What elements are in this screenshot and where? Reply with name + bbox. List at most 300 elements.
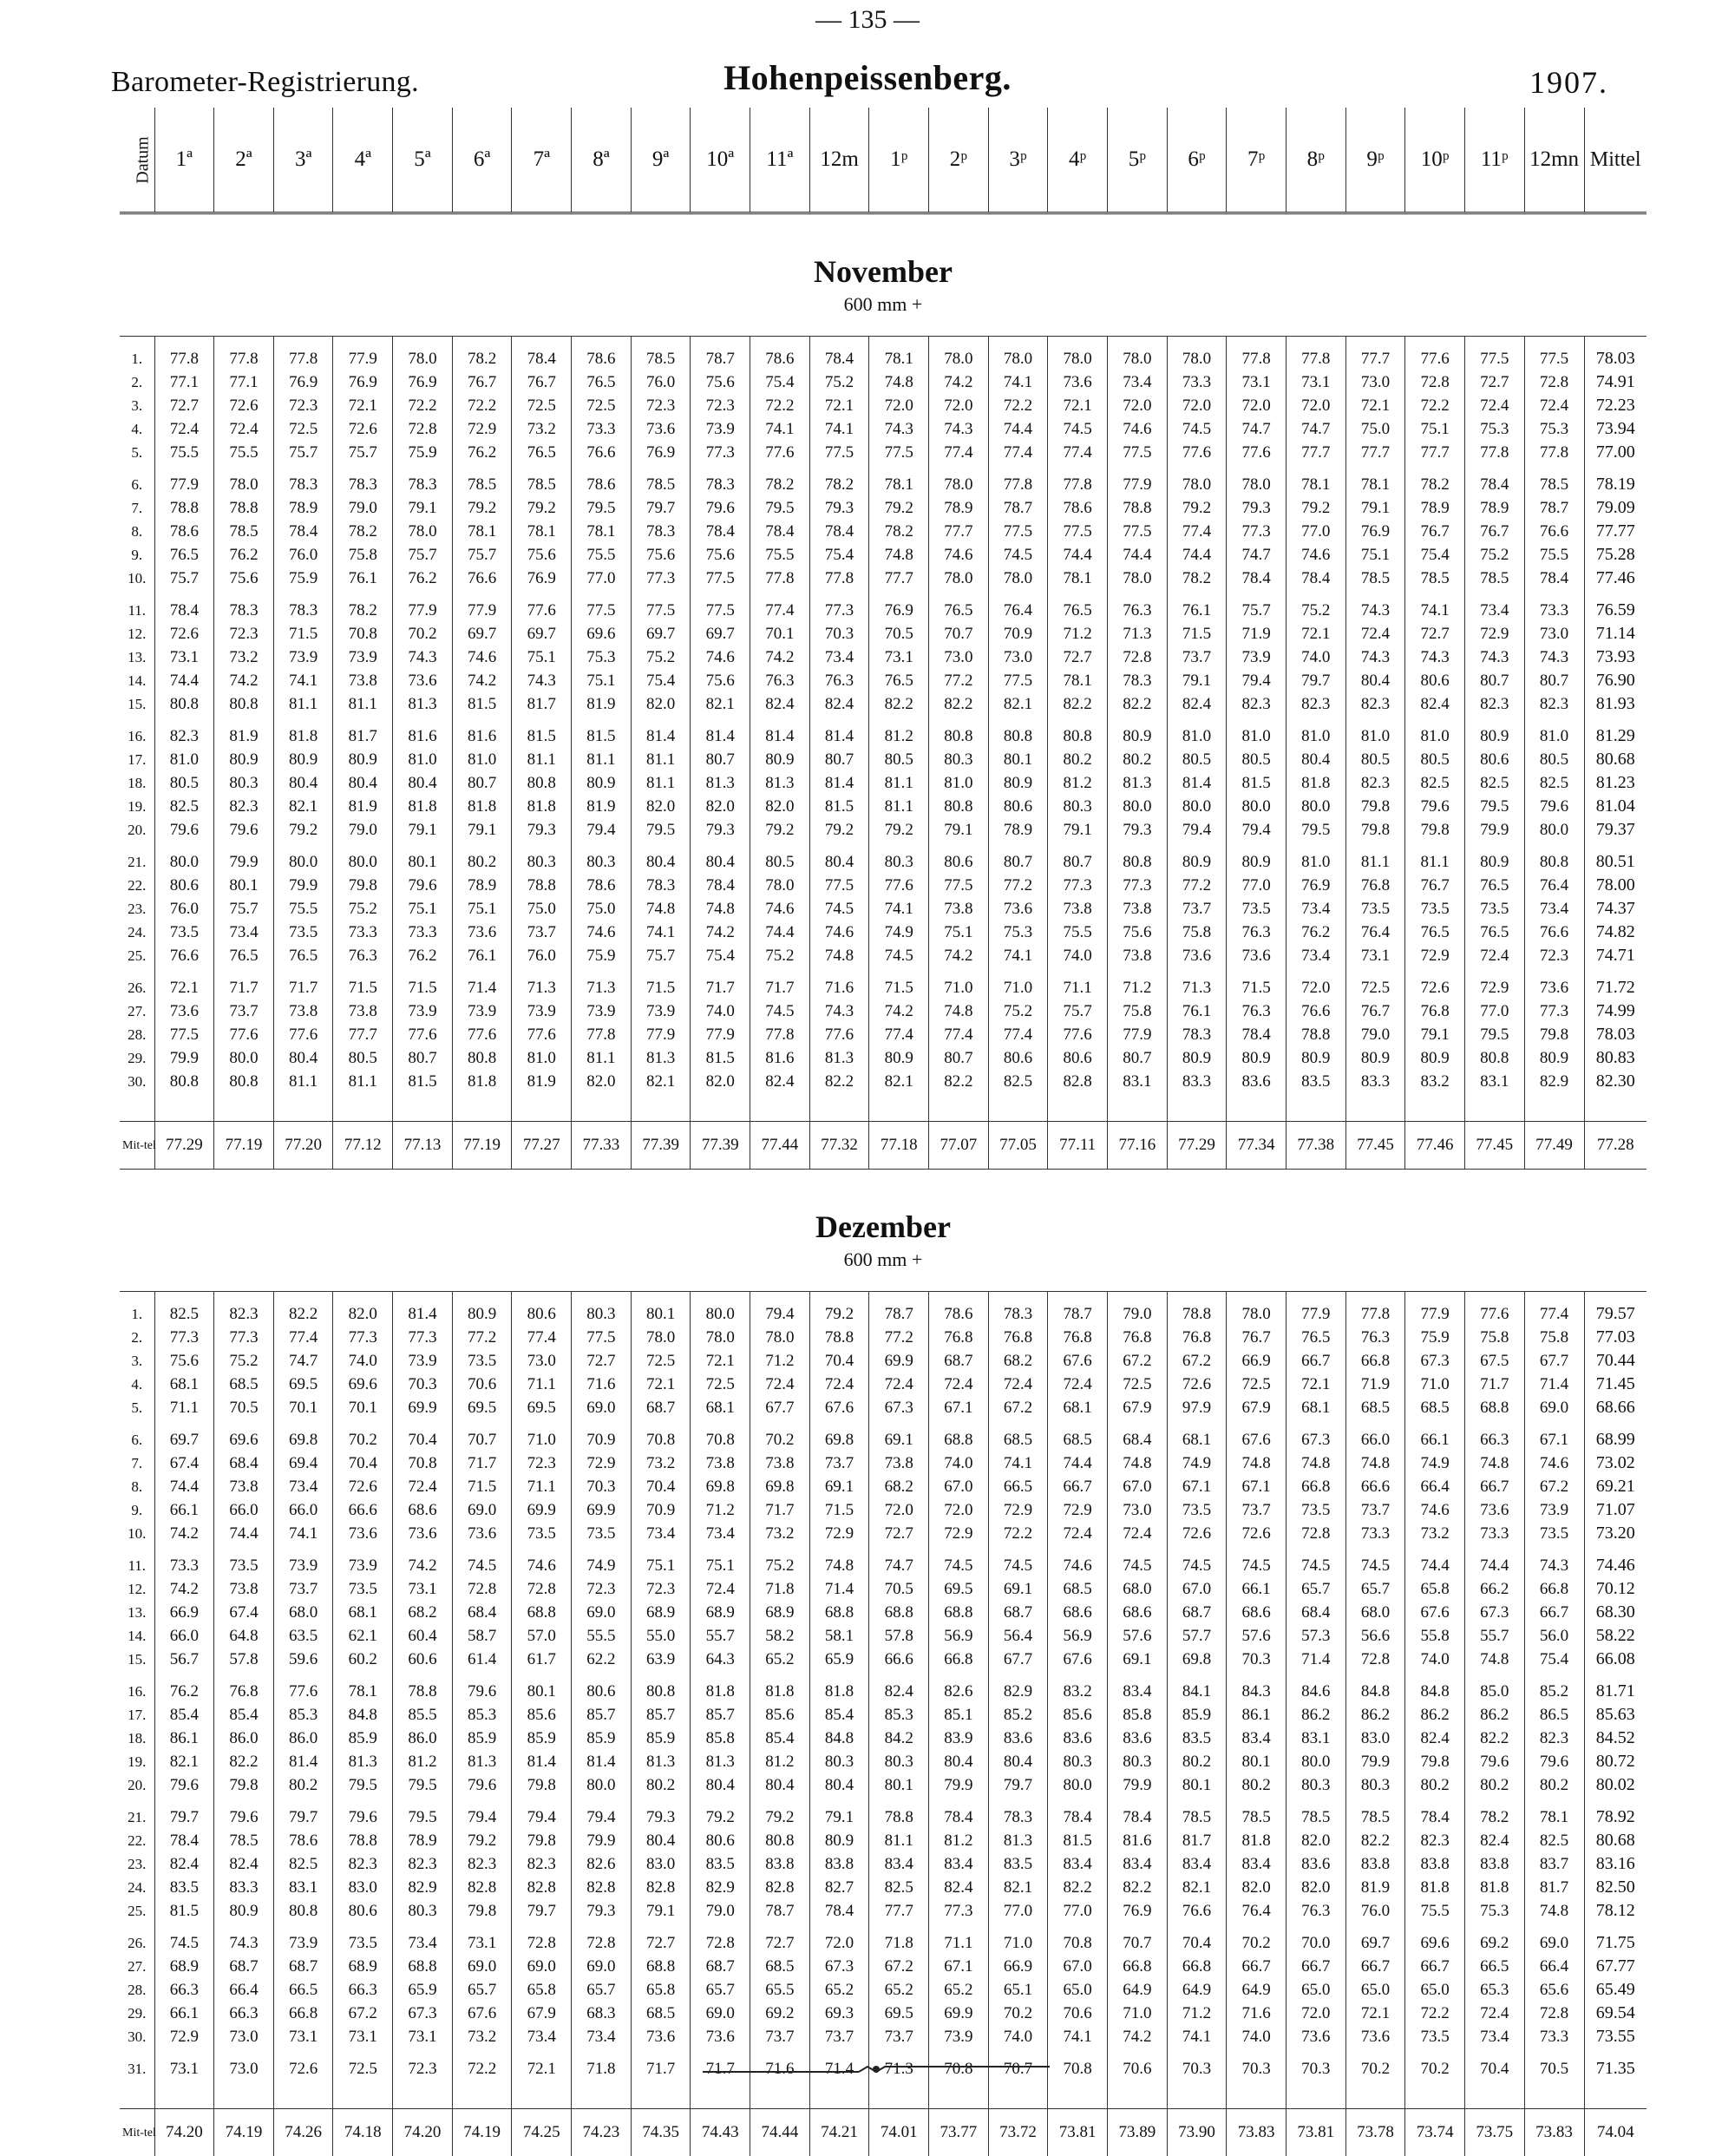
- hour-value: 73.4: [1524, 897, 1584, 921]
- hour-value: 66.1: [1227, 1577, 1287, 1601]
- hour-value: 73.2: [512, 417, 572, 441]
- hour-value: 80.9: [1227, 1046, 1287, 1070]
- hour-value: 83.4: [1108, 1852, 1168, 1876]
- hour-value: 80.9: [333, 748, 393, 771]
- hour-value: 75.7: [1048, 999, 1108, 1023]
- hour-value: 79.6: [452, 1773, 512, 1797]
- table-row: [120, 1396, 1647, 1419]
- table-row: [120, 1876, 1647, 1899]
- hour-value: 67.3: [1405, 1349, 1465, 1373]
- daily-mean: 81.04: [1584, 795, 1647, 818]
- hour-value: 77.3: [631, 567, 691, 590]
- hour-value: 69.3: [809, 2002, 869, 2025]
- hour-value: 78.1: [512, 520, 572, 543]
- hour-value: 71.7: [452, 1452, 512, 1475]
- hour-value: 77.0: [1286, 520, 1345, 543]
- daily-mean: 80.68: [1584, 748, 1647, 771]
- hour-value: 72.4: [1345, 622, 1405, 645]
- hour-value: 77.2: [869, 1326, 929, 1349]
- hour-mean: 73.75: [1464, 2109, 1524, 2156]
- hour-value: 76.0: [512, 944, 572, 967]
- datum-header-label: Datum: [134, 136, 154, 183]
- hour-value: 80.0: [1286, 1750, 1345, 1773]
- hour-value: 79.1: [1345, 496, 1405, 520]
- hour-value: 77.0: [1464, 999, 1524, 1023]
- hour-value: 77.5: [1048, 520, 1108, 543]
- hour-value: 85.4: [214, 1703, 274, 1727]
- hour-header: 3ᵖ: [988, 108, 1048, 213]
- hour-value: 66.3: [154, 1978, 214, 2002]
- hour-value: 85.4: [809, 1703, 869, 1727]
- hour-value: 65.9: [393, 1978, 453, 2002]
- hour-value: 74.7: [1227, 543, 1287, 567]
- hour-value: 82.0: [631, 795, 691, 818]
- table-row: [120, 1373, 1647, 1396]
- hour-value: 57.6: [1108, 1624, 1168, 1648]
- hour-value: 83.4: [1048, 1852, 1108, 1876]
- hour-value: 82.4: [1167, 692, 1227, 716]
- hour-value: 80.3: [1048, 795, 1108, 818]
- hour-value: 69.5: [452, 1396, 512, 1419]
- hour-value: 80.5: [1345, 748, 1405, 771]
- hour-value: 67.1: [1227, 1475, 1287, 1498]
- hour-value: 73.7: [750, 2025, 810, 2048]
- hour-value: 79.7: [631, 496, 691, 520]
- hour-mean: 77.07: [929, 1122, 989, 1170]
- hour-value: 72.1: [1345, 394, 1405, 417]
- hour-value: 69.8: [750, 1475, 810, 1498]
- hour-header: 8ᵖ: [1286, 108, 1345, 213]
- hour-value: 82.3: [154, 724, 214, 748]
- hour-value: 80.6: [988, 795, 1048, 818]
- hour-value: 83.0: [631, 1852, 691, 1876]
- hour-value: 72.4: [1048, 1373, 1108, 1396]
- hour-value: 77.5: [1464, 347, 1524, 370]
- hour-value: 76.3: [333, 944, 393, 967]
- hour-value: 74.9: [572, 1554, 632, 1577]
- hour-value: 74.0: [988, 2025, 1048, 2048]
- hour-value: 67.0: [1048, 1955, 1108, 1978]
- hour-value: 77.7: [929, 520, 989, 543]
- hour-value: 72.5: [1345, 976, 1405, 999]
- hour-header: 8ª: [572, 108, 632, 213]
- hour-value: 76.7: [1405, 874, 1465, 897]
- hour-value: 75.1: [691, 1554, 750, 1577]
- hour-value: 79.8: [512, 1829, 572, 1852]
- hour-value: 57.6: [1227, 1624, 1287, 1648]
- hour-value: 55.0: [631, 1624, 691, 1648]
- hour-value: 75.7: [1227, 599, 1287, 622]
- hour-value: 84.3: [1227, 1680, 1287, 1703]
- hour-value: 75.4: [750, 370, 810, 394]
- hour-value: 67.1: [1524, 1428, 1584, 1452]
- hour-value: 81.9: [572, 692, 632, 716]
- hour-value: 83.0: [333, 1876, 393, 1899]
- hour-value: 69.1: [1108, 1648, 1168, 1671]
- hour-value: 72.1: [1048, 394, 1108, 417]
- hour-value: 80.5: [869, 748, 929, 771]
- hour-value: 77.5: [154, 1023, 214, 1046]
- hour-value: 68.1: [333, 1601, 393, 1624]
- daily-mean: 71.75: [1584, 1931, 1647, 1955]
- hour-value: 82.5: [154, 795, 214, 818]
- hour-value: 68.5: [1405, 1396, 1465, 1419]
- hour-value: 68.5: [750, 1955, 810, 1978]
- hour-value: 68.8: [929, 1601, 989, 1624]
- hour-value: 81.4: [572, 1750, 632, 1773]
- hour-value: 72.4: [1108, 1522, 1168, 1545]
- daily-mean: 78.03: [1584, 347, 1647, 370]
- hour-value: 70.3: [809, 622, 869, 645]
- hour-value: 74.7: [273, 1349, 333, 1373]
- day-label: 5.: [120, 441, 154, 464]
- day-label: 31.: [120, 2057, 154, 2081]
- hour-value: 73.3: [333, 921, 393, 944]
- hour-value: 82.2: [809, 1070, 869, 1093]
- hour-value: 70.2: [750, 1428, 810, 1452]
- hour-value: 80.0: [214, 1046, 274, 1070]
- hour-value: 74.8: [1286, 1452, 1345, 1475]
- hour-value: 77.8: [988, 473, 1048, 496]
- hour-value: 82.3: [1345, 771, 1405, 795]
- day-label: 23.: [120, 897, 154, 921]
- hour-value: 76.8: [1048, 1326, 1108, 1349]
- day-label: 25.: [120, 1899, 154, 1923]
- hour-value: 75.2: [988, 999, 1048, 1023]
- hour-value: 78.0: [988, 567, 1048, 590]
- daily-mean: 78.92: [1584, 1805, 1647, 1829]
- hour-value: 73.7: [809, 2025, 869, 2048]
- hour-value: 80.9: [452, 1302, 512, 1326]
- table-row: [120, 1070, 1647, 1093]
- hour-value: 74.8: [1464, 1452, 1524, 1475]
- hour-value: 78.4: [154, 1829, 214, 1852]
- barometer-table: [120, 108, 1647, 2156]
- hour-value: 77.6: [1227, 441, 1287, 464]
- hour-value: 80.2: [1524, 1773, 1584, 1797]
- hour-value: 80.6: [1405, 669, 1465, 692]
- hour-value: 80.7: [1048, 850, 1108, 874]
- hour-value: 81.3: [1108, 771, 1168, 795]
- hour-value: 76.5: [214, 944, 274, 967]
- table-row: [120, 1931, 1647, 1955]
- hour-value: 70.5: [1524, 2057, 1584, 2081]
- hour-value: 79.0: [333, 496, 393, 520]
- hour-value: 79.9: [572, 1829, 632, 1852]
- day-label: 9.: [120, 1498, 154, 1522]
- hour-value: 67.7: [1524, 1349, 1584, 1373]
- hour-value: 69.0: [1524, 1396, 1584, 1419]
- hour-value: 74.6: [572, 921, 632, 944]
- hour-value: 74.1: [869, 897, 929, 921]
- hour-value: 72.4: [988, 1373, 1048, 1396]
- hour-value: 85.4: [750, 1727, 810, 1750]
- hour-value: 78.0: [750, 874, 810, 897]
- hour-value: 80.9: [869, 1046, 929, 1070]
- month-title: November: [120, 253, 1647, 290]
- hour-value: 79.2: [452, 496, 512, 520]
- hour-value: 73.2: [631, 1452, 691, 1475]
- hour-value: 73.4: [572, 2025, 632, 2048]
- hour-value: 66.7: [1464, 1475, 1524, 1498]
- hour-value: 81.0: [1524, 724, 1584, 748]
- hour-value: 78.0: [1227, 1302, 1287, 1326]
- hour-value: 80.7: [1108, 1046, 1168, 1070]
- hour-value: 86.1: [1227, 1703, 1287, 1727]
- hour-value: 66.7: [1286, 1349, 1345, 1373]
- hour-value: 66.7: [1345, 1955, 1405, 1978]
- hour-value: 68.0: [1345, 1601, 1405, 1624]
- hour-value: 73.0: [214, 2025, 274, 2048]
- hour-value: 74.5: [750, 999, 810, 1023]
- hour-value: 79.9: [1464, 818, 1524, 842]
- hour-value: 82.3: [333, 1852, 393, 1876]
- hour-value: 77.6: [809, 1023, 869, 1046]
- hour-value: 68.4: [214, 1452, 274, 1475]
- hour-value: 72.6: [1167, 1373, 1227, 1396]
- table-row: [120, 795, 1647, 818]
- hour-value: 78.2: [1464, 1805, 1524, 1829]
- hour-value: 80.3: [1286, 1773, 1345, 1797]
- hour-value: 78.0: [214, 473, 274, 496]
- hour-value: 78.0: [631, 1326, 691, 1349]
- hour-value: 67.7: [750, 1396, 810, 1419]
- hour-value: 69.0: [512, 1955, 572, 1978]
- hour-value: 80.1: [1167, 1773, 1227, 1797]
- hour-value: 74.4: [1048, 543, 1108, 567]
- hour-value: 77.5: [869, 441, 929, 464]
- hour-value: 68.5: [214, 1373, 274, 1396]
- hour-value: 68.2: [988, 1349, 1048, 1373]
- hour-value: 79.8: [512, 1773, 572, 1797]
- hour-value: 83.1: [1108, 1070, 1168, 1093]
- hour-value: 82.2: [1464, 1727, 1524, 1750]
- hour-value: 76.4: [1345, 921, 1405, 944]
- hour-value: 77.8: [750, 567, 810, 590]
- hour-value: 79.2: [1286, 496, 1345, 520]
- daily-mean: 81.93: [1584, 692, 1647, 716]
- hour-value: 75.5: [214, 441, 274, 464]
- hour-value: 81.1: [631, 748, 691, 771]
- hour-value: 72.1: [1286, 1373, 1345, 1396]
- hour-value: 72.2: [452, 394, 512, 417]
- hour-value: 65.8: [1405, 1577, 1465, 1601]
- hour-value: 81.1: [273, 1070, 333, 1093]
- hour-value: 83.9: [929, 1727, 989, 1750]
- hour-value: 73.6: [1048, 370, 1108, 394]
- hour-value: 68.4: [1286, 1601, 1345, 1624]
- hour-value: 76.2: [452, 441, 512, 464]
- hour-value: 73.0: [1108, 1498, 1168, 1522]
- hour-value: 76.3: [1345, 1326, 1405, 1349]
- daily-mean: 77.03: [1584, 1326, 1647, 1349]
- hour-mean: 74.20: [154, 2109, 214, 2156]
- hour-value: 84.8: [1345, 1680, 1405, 1703]
- hour-value: 73.7: [273, 1577, 333, 1601]
- hour-value: 74.3: [869, 417, 929, 441]
- hour-value: 65.7: [572, 1978, 632, 2002]
- hour-value: 77.9: [1286, 1302, 1345, 1326]
- hour-value: 66.2: [1464, 1577, 1524, 1601]
- hour-value: 74.6: [1524, 1452, 1584, 1475]
- hour-value: 73.7: [809, 1452, 869, 1475]
- hour-value: 82.4: [869, 1680, 929, 1703]
- hour-value: 80.1: [988, 748, 1048, 771]
- hour-value: 79.3: [809, 496, 869, 520]
- hour-value: 70.6: [1048, 2002, 1108, 2025]
- daily-mean: 66.08: [1584, 1648, 1647, 1671]
- hour-value: 68.9: [691, 1601, 750, 1624]
- hour-value: 70.8: [631, 1428, 691, 1452]
- hour-value: 72.5: [512, 394, 572, 417]
- hour-value: 75.9: [1405, 1326, 1465, 1349]
- hour-value: 73.0: [929, 645, 989, 669]
- hour-value: 69.2: [750, 2002, 810, 2025]
- hour-value: 81.8: [750, 1680, 810, 1703]
- hour-value: 68.9: [750, 1601, 810, 1624]
- hour-value: 70.2: [1345, 2057, 1405, 2081]
- hour-value: 69.9: [869, 1349, 929, 1373]
- hour-value: 80.9: [1286, 1046, 1345, 1070]
- hour-mean: 77.19: [214, 1122, 274, 1170]
- hour-value: 80.5: [1167, 748, 1227, 771]
- hour-value: 73.1: [869, 645, 929, 669]
- hour-value: 79.6: [214, 1805, 274, 1829]
- hour-value: 73.0: [988, 645, 1048, 669]
- hour-value: 74.8: [809, 1554, 869, 1577]
- hour-value: 71.2: [1108, 976, 1168, 999]
- hour-value: 77.0: [1048, 1899, 1108, 1923]
- hour-value: 97.9: [1167, 1396, 1227, 1419]
- hour-value: 66.6: [1345, 1475, 1405, 1498]
- hour-value: 79.5: [750, 496, 810, 520]
- hour-value: 79.5: [333, 1773, 393, 1797]
- hour-value: 72.7: [750, 1931, 810, 1955]
- hour-value: 72.8: [512, 1931, 572, 1955]
- hour-value: 68.6: [1227, 1601, 1287, 1624]
- hour-value: 77.5: [1524, 347, 1584, 370]
- hour-value: 68.7: [691, 1955, 750, 1978]
- hour-value: 79.5: [393, 1773, 453, 1797]
- hour-value: 73.4: [512, 2025, 572, 2048]
- hour-value: 78.2: [809, 473, 869, 496]
- hour-value: 80.3: [869, 850, 929, 874]
- hour-value: 82.1: [988, 1876, 1048, 1899]
- hour-value: 73.5: [333, 1577, 393, 1601]
- hour-value: 65.5: [750, 1978, 810, 2002]
- daily-mean: 70.44: [1584, 1349, 1647, 1373]
- hour-value: 83.6: [1108, 1727, 1168, 1750]
- hour-value: 74.1: [1405, 599, 1465, 622]
- hour-value: 81.5: [1227, 771, 1287, 795]
- hour-value: 80.2: [1167, 1750, 1227, 1773]
- hour-value: 78.5: [631, 347, 691, 370]
- hour-value: 73.3: [572, 417, 632, 441]
- hour-value: 77.6: [512, 1023, 572, 1046]
- hour-value: 82.0: [1286, 1829, 1345, 1852]
- hour-value: 74.1: [273, 1522, 333, 1545]
- day-label: 4.: [120, 417, 154, 441]
- hour-value: 79.1: [452, 818, 512, 842]
- hour-value: 73.2: [750, 1522, 810, 1545]
- hour-value: 73.5: [1405, 897, 1465, 921]
- hour-value: 67.1: [1167, 1475, 1227, 1498]
- hour-value: 74.2: [929, 370, 989, 394]
- hour-value: 73.9: [452, 999, 512, 1023]
- hour-value: 76.5: [1464, 921, 1524, 944]
- hour-value: 83.2: [1405, 1070, 1465, 1093]
- hour-value: 72.0: [1286, 976, 1345, 999]
- hour-value: 72.1: [1286, 622, 1345, 645]
- hour-value: 81.3: [393, 692, 453, 716]
- table-row: [120, 1577, 1647, 1601]
- daily-mean: 74.71: [1584, 944, 1647, 967]
- hour-value: 80.7: [809, 748, 869, 771]
- hour-value: 82.2: [929, 1070, 989, 1093]
- hour-value: 80.8: [929, 795, 989, 818]
- table-row: [120, 669, 1647, 692]
- hour-value: 78.7: [1048, 1302, 1108, 1326]
- hour-value: 77.5: [809, 874, 869, 897]
- hour-value: 74.0: [929, 1452, 989, 1475]
- hour-value: 72.6: [154, 622, 214, 645]
- hour-value: 78.4: [1048, 1805, 1108, 1829]
- hour-value: 57.0: [512, 1624, 572, 1648]
- hour-value: 82.3: [452, 1852, 512, 1876]
- hour-value: 80.0: [572, 1773, 632, 1797]
- hour-value: 70.6: [452, 1373, 512, 1396]
- hour-value: 71.0: [1405, 1373, 1465, 1396]
- overall-mean: 77.28: [1584, 1122, 1647, 1170]
- hour-value: 81.9: [214, 724, 274, 748]
- day-label: 11.: [120, 599, 154, 622]
- hour-value: 80.8: [452, 1046, 512, 1070]
- hour-value: 71.1: [512, 1475, 572, 1498]
- table-row: [120, 520, 1647, 543]
- hour-value: 72.8: [1405, 370, 1465, 394]
- day-label: 8.: [120, 520, 154, 543]
- hour-value: 82.4: [750, 1070, 810, 1093]
- hour-value: 82.9: [691, 1876, 750, 1899]
- hour-value: 80.5: [1524, 748, 1584, 771]
- hour-value: 74.5: [452, 1554, 512, 1577]
- hour-value: 67.9: [1108, 1396, 1168, 1419]
- hour-value: 79.4: [1227, 818, 1287, 842]
- hour-header: 5ª: [393, 108, 453, 213]
- hour-value: 77.3: [809, 599, 869, 622]
- hour-value: 81.8: [393, 795, 453, 818]
- hour-value: 74.9: [1405, 1452, 1465, 1475]
- hour-value: 72.5: [273, 417, 333, 441]
- daily-mean: 78.12: [1584, 1899, 1647, 1923]
- hour-value: 74.1: [750, 417, 810, 441]
- hour-value: 74.5: [1167, 417, 1227, 441]
- hour-value: 71.4: [452, 976, 512, 999]
- hour-value: 75.6: [691, 669, 750, 692]
- hour-value: 85.7: [631, 1703, 691, 1727]
- hour-value: 79.7: [1286, 669, 1345, 692]
- hour-value: 85.8: [691, 1727, 750, 1750]
- hour-value: 68.8: [1464, 1396, 1524, 1419]
- daily-mean: 79.57: [1584, 1302, 1647, 1326]
- hour-value: 83.3: [214, 1876, 274, 1899]
- hour-value: 66.1: [154, 2002, 214, 2025]
- hour-value: 79.8: [1345, 818, 1405, 842]
- daily-mean: 82.30: [1584, 1070, 1647, 1093]
- hour-value: 82.5: [1524, 771, 1584, 795]
- hour-value: 75.7: [214, 897, 274, 921]
- hour-value: 83.3: [1167, 1070, 1227, 1093]
